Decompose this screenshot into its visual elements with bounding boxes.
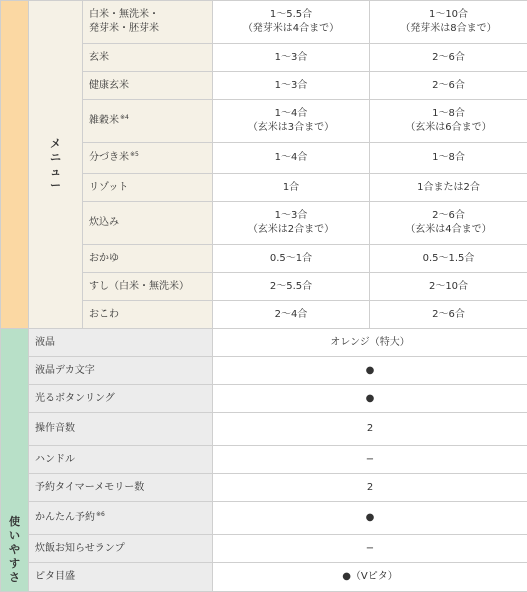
menu-value-large: 0.5〜1.5合 <box>370 245 527 273</box>
menu-item-name <box>83 245 213 273</box>
menu-item-text: 玄米 <box>89 52 109 63</box>
usability-value: ● <box>213 385 527 413</box>
footnote-mark: ※6 <box>96 511 105 518</box>
menu-item-text: すし（白米・無洗米） <box>89 281 189 292</box>
menu-item-name <box>83 72 213 100</box>
menu-item-name <box>83 1 213 44</box>
menu-value-large: 1〜8合 （玄米は6合まで） <box>370 100 527 143</box>
menu-value-small: 2〜5.5合 <box>213 273 370 301</box>
usability-item-text: 予約タイマーメモリー数 <box>35 482 144 493</box>
menu-item-text: 健康玄米 <box>89 80 129 91</box>
usability-row <box>1 502 527 535</box>
usability-value: 2 <box>213 413 527 446</box>
menu-item-name <box>83 143 213 174</box>
usability-item-text: 液晶デカ文字 <box>35 365 95 376</box>
usability-item-name <box>29 535 213 563</box>
usability-row <box>1 535 527 563</box>
menu-item-text: 炊込み <box>89 217 119 228</box>
menu-value-small: 1合 <box>213 174 370 202</box>
menu-item-name <box>83 301 213 329</box>
usability-item-name <box>29 385 213 413</box>
menu-category-label <box>29 1 83 329</box>
usability-value: オレンジ（特大） <box>213 329 527 357</box>
footnote-mark: ※4 <box>120 114 129 121</box>
menu-value-small: 1〜5.5合 （発芽米は4合まで） <box>213 1 370 44</box>
usability-row <box>1 446 527 474</box>
usability-row <box>1 563 527 592</box>
usability-item-name <box>29 413 213 446</box>
menu-value-large: 2〜6合 <box>370 72 527 100</box>
menu-item-name <box>83 100 213 143</box>
menu-value-small: 1〜3合 <box>213 44 370 72</box>
menu-value-large: 2〜10合 <box>370 273 527 301</box>
usability-row <box>1 385 527 413</box>
usability-category-label <box>1 329 29 592</box>
menu-item-text: 雑穀米 <box>89 115 119 126</box>
usability-item-text: 光るボタンリング <box>35 393 115 404</box>
menu-item-text: 分づき米 <box>89 152 129 163</box>
menu-value-small: 1〜4合 <box>213 143 370 174</box>
usability-value: 2 <box>213 474 527 502</box>
usability-row <box>1 413 527 446</box>
usability-item-name <box>29 474 213 502</box>
menu-value-small: 1〜4合 （玄米は3合まで） <box>213 100 370 143</box>
usability-category-text: 使いやすさ <box>8 515 22 591</box>
usability-item-name <box>29 502 213 535</box>
menu-value-large: 2〜6合 （玄米は4合まで） <box>370 202 527 245</box>
usability-item-text: 操作音数 <box>35 423 75 434</box>
menu-color-strip <box>1 1 29 329</box>
usability-value: ● <box>213 502 527 535</box>
usability-row <box>1 329 527 357</box>
menu-item-name <box>83 174 213 202</box>
menu-item-text: リゾット <box>89 182 128 193</box>
usability-value: − <box>213 535 527 563</box>
menu-value-large: 2〜6合 <box>370 44 527 72</box>
usability-item-name <box>29 563 213 592</box>
menu-value-small: 1〜3合 <box>213 72 370 100</box>
usability-item-name <box>29 329 213 357</box>
usability-item-text: 炊飯お知らせランプ <box>35 543 125 554</box>
usability-row <box>1 474 527 502</box>
menu-value-small: 1〜3合 （玄米は2合まで） <box>213 202 370 245</box>
footnote-mark: ※5 <box>130 151 139 158</box>
menu-item-text: おこわ <box>89 309 119 320</box>
usability-item-name <box>29 357 213 385</box>
usability-value: ● <box>213 357 527 385</box>
menu-value-large: 1〜10合 （発芽米は8合まで） <box>370 1 527 44</box>
menu-value-large: 2〜6合 <box>370 301 527 329</box>
menu-category-text: メニュー <box>49 137 63 193</box>
usability-item-name <box>29 446 213 474</box>
menu-row <box>1 1 527 44</box>
menu-value-small: 2〜4合 <box>213 301 370 329</box>
usability-item-text: ピタ目盛 <box>35 571 75 582</box>
menu-item-name <box>83 202 213 245</box>
usability-row <box>1 357 527 385</box>
menu-item-name <box>83 44 213 72</box>
menu-value-small: 0.5〜1合 <box>213 245 370 273</box>
menu-value-large: 1合または2合 <box>370 174 527 202</box>
menu-item-text: おかゆ <box>89 253 119 264</box>
usability-item-text: 液晶 <box>35 337 55 348</box>
usability-item-text: ハンドル <box>35 454 75 465</box>
menu-value-large: 1〜8合 <box>370 143 527 174</box>
usability-item-text: かんたん予約 <box>35 512 95 523</box>
usability-value: ●（Vピタ） <box>213 563 527 592</box>
usability-value: − <box>213 446 527 474</box>
menu-item-name <box>83 273 213 301</box>
menu-item-text: 白米・無洗米・ 発芽米・胚芽米 <box>89 9 159 34</box>
